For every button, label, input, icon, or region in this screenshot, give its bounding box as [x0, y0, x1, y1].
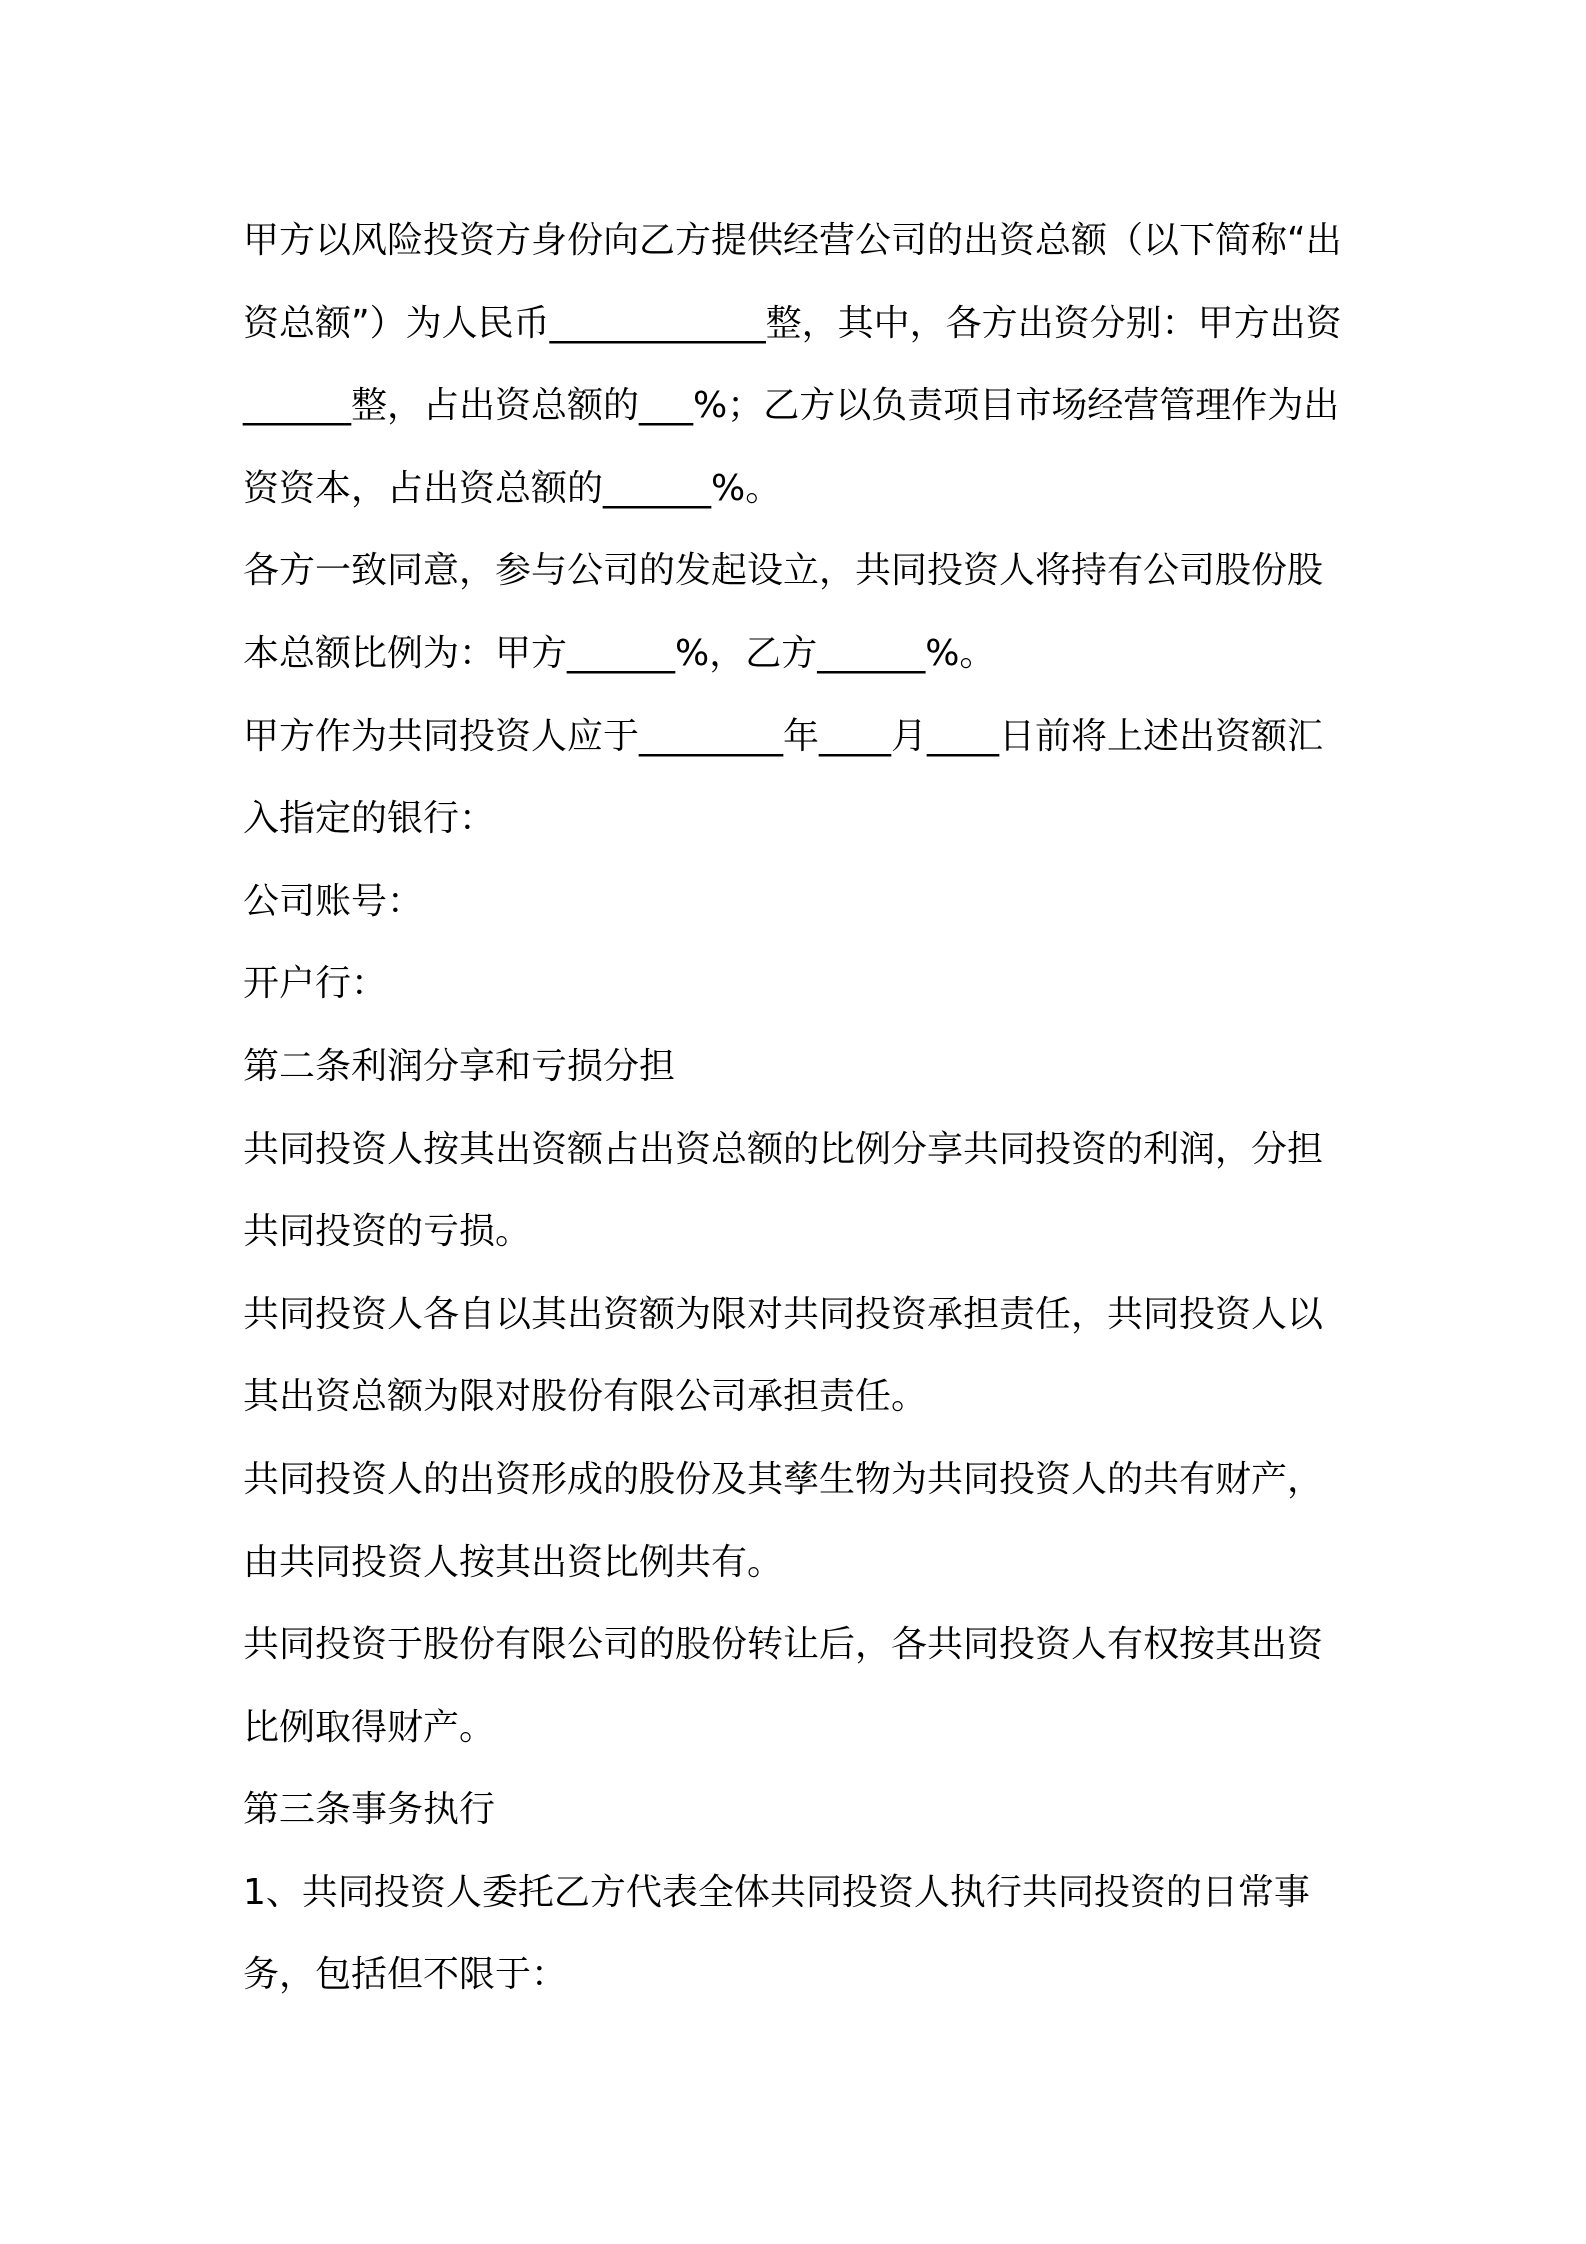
paragraph-profit-sharing: 共同投资人按其出资额占出资总额的比例分享共同投资的利润，分担共同投资的亏损。 — [243, 1128, 1324, 1253]
paragraph-capital-contribution: 甲方以风险投资方身份向乙方提供经营公司的出资总额（以下简称“出资总额”）为人民币____________整，其中，各方出资分别：甲方出资______整，占出资总额的___%；乙方以负责项目市场经营管理作为出资资本，占出资总额的______%。 — [243, 220, 1342, 509]
paragraph-share-ratio: 各方一致同意，参与公司的发起设立，共同投资人将持有公司股份股本总额比例为：甲方______%，乙方______%。 — [243, 550, 1324, 674]
section-heading-article-2: 第二条利润分享和亏损分担 — [243, 1045, 676, 1087]
section-heading-article-3: 第三条事务执行 — [243, 1789, 496, 1831]
paragraph-opening-bank: 开户行： — [243, 963, 388, 1005]
paragraph-company-account: 公司账号： — [243, 880, 424, 922]
paragraph-liability: 共同投资人各自以其出资额为限对共同投资承担责任，共同投资人以其出资总额为限对股份有限公司承担责任。 — [243, 1293, 1324, 1418]
paragraph-joint-property: 共同投资人的出资形成的股份及其孳生物为共同投资人的共有财产，由共同投资人按其出资比例共有。 — [243, 1458, 1324, 1583]
document-body — [243, 200, 1353, 2017]
paragraph-payment-deadline: 甲方作为共同投资人应于________年____月____日前将上述出资额汇入指定的银行： — [243, 715, 1324, 840]
paragraph-affairs-delegation: 1、共同投资人委托乙方代表全体共同投资人执行共同投资的日常事务，包括但不限于： — [243, 1871, 1310, 1996]
paragraph-share-transfer: 共同投资于股份有限公司的股份转让后，各共同投资人有权按其出资比例取得财产。 — [243, 1624, 1324, 1748]
